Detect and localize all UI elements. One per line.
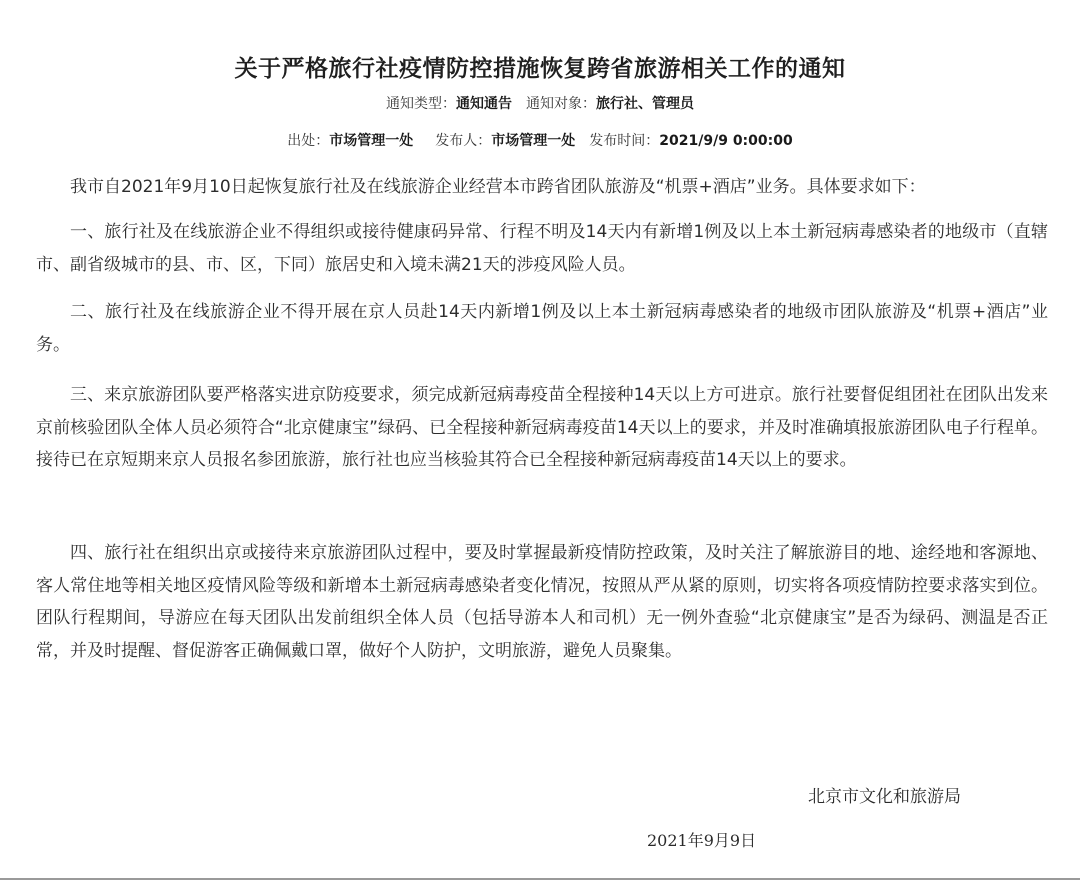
time-label: 发布时间： <box>589 133 660 149</box>
meta-row-type-target <box>0 93 1080 113</box>
type-label: 通知类型： <box>386 96 456 112</box>
publisher-value: 市场管理一处 <box>491 133 576 149</box>
type-value: 通知通告 <box>456 96 512 112</box>
source-label: 出处： <box>287 133 330 149</box>
requirement-paragraph-1: 一、旅行社及在线旅游企业不得组织或接待健康码异常、行程不明及14天内有新增1例及以上本土新冠病毒感染者的地级市（直辖市、副省级城市的县、市、区，下同）旅居史和入境未满21天的涉疫风险人员。 <box>36 222 1048 275</box>
target-label: 通知对象： <box>526 96 596 112</box>
publisher-label: 发布人： <box>435 133 492 149</box>
source-value: 市场管理一处 <box>329 133 414 149</box>
meta-row-source <box>0 130 1080 150</box>
requirement-paragraph-3: 三、来京旅游团队要严格落实进京防疫要求，须完成新冠病毒疫苗全程接种14天以上方可进京。旅行社要督促组团社在团队出发来京前核验团队全体人员必须符合“北京健康宝”绿码、已全程接种新冠病毒疫苗14天以上的要求，并及时准确填报旅游团队电子行程单。接待已在京短期来京人员报名参团旅游，旅行社也应当核验其符合已全程接种新冠病毒疫苗14天以上的要求。 <box>36 385 1048 470</box>
issuer-signature: 北京市文化和旅游局 <box>808 787 961 807</box>
notice-title: 关于严格旅行社疫情防控措施恢复跨省旅游相关工作的通知 <box>234 56 846 82</box>
target-value: 旅行社、管理员 <box>596 96 694 112</box>
time-value: 2021/9/9 0:00:00 <box>659 133 793 149</box>
requirement-paragraph-2: 二、旅行社及在线旅游企业不得开展在京人员赴14天内新增1例及以上本土新冠病毒感染者的地级市团队旅游及“机票+酒店”业务。 <box>36 302 1048 355</box>
issue-date: 2021年9月9日 <box>647 831 757 850</box>
intro-paragraph: 我市自2021年9月10日起恢复旅行社及在线旅游企业经营本市跨省团队旅游及“机票+酒店”业务。具体要求如下： <box>70 177 926 197</box>
requirement-paragraph-4: 四、旅行社在组织出京或接待来京旅游团队过程中，要及时掌握最新疫情防控政策，及时关注了解旅游目的地、途经地和客源地、客人常住地等相关地区疫情风险等级和新增本土新冠病毒感染者变化情况，按照从严从紧的原则，切实将各项疫情防控要求落实到位。团队行程期间，导游应在每天团队出发前组织全体人员（包括导游本人和司机）无一例外查验“北京健康宝”是否为绿码、测温是否正常，并及时提醒、督促游客正确佩戴口罩，做好个人防护，文明旅游，避免人员聚集。 <box>36 543 1048 661</box>
bottom-divider <box>0 878 1080 880</box>
